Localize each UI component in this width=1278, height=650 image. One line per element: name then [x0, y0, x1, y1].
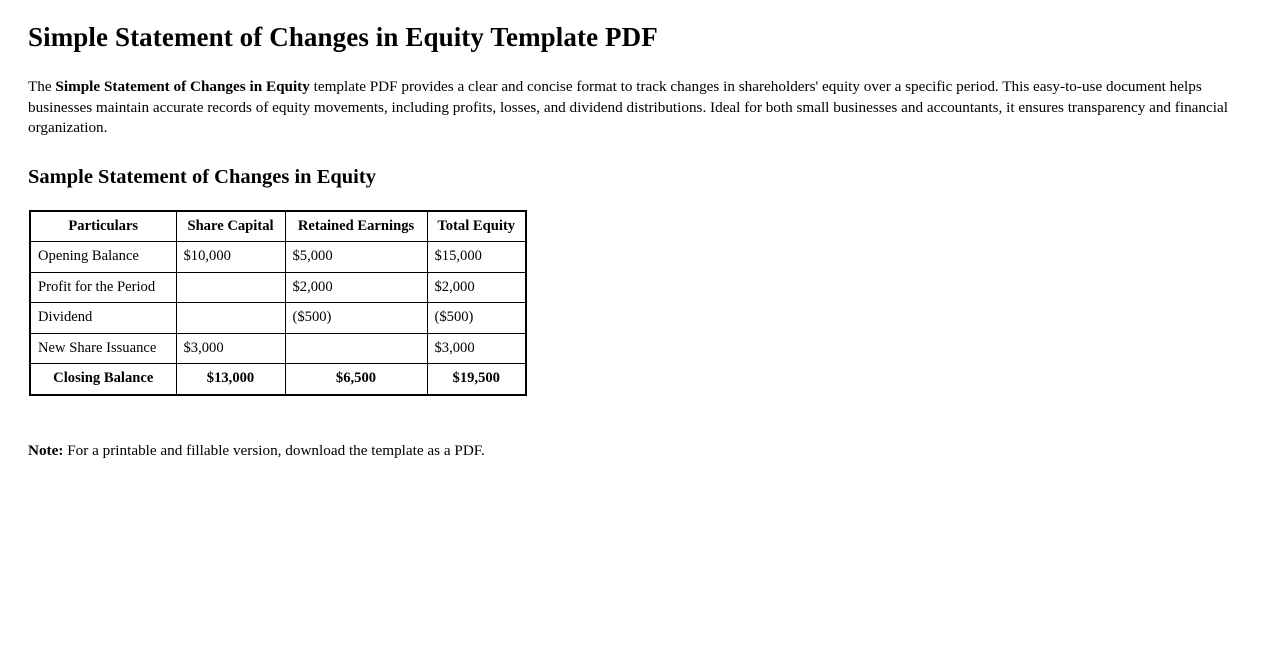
cell-share-capital: $10,000: [176, 242, 285, 273]
cell-particulars: Dividend: [30, 303, 176, 334]
intro-bold-term: Simple Statement of Changes in Equity: [55, 78, 310, 96]
cell-total-equity: $3,000: [427, 333, 526, 364]
cell-total-equity: $15,000: [427, 242, 526, 273]
section-heading: Sample Statement of Changes in Equity: [28, 166, 376, 189]
cell-total-equity: $19,500: [427, 364, 526, 395]
table-row: [30, 242, 526, 273]
cell-particulars: Closing Balance: [30, 364, 176, 395]
cell-retained-earnings: $6,500: [285, 364, 427, 395]
equity-table: [29, 210, 527, 396]
column-header-total-equity: Total Equity: [427, 211, 526, 242]
table-header-row: [30, 211, 526, 242]
cell-particulars: Profit for the Period: [30, 272, 176, 303]
intro-paragraph: [28, 77, 1250, 139]
table-row: [30, 333, 526, 364]
table-row: [30, 272, 526, 303]
cell-share-capital: $13,000: [176, 364, 285, 395]
intro-body-text: template PDF provides a clear and concise format to track changes in shareholders' equity over a specific period. This easy-to-use document helps businesses maintain accurate records of equity movements, including profits, losses, and dividend distributions. Ideal for both small businesses and accountants, it ensures transparency and financial organization.: [28, 78, 1228, 137]
column-header-retained-earnings: Retained Earnings: [285, 211, 427, 242]
note-label: Note:: [28, 441, 64, 459]
cell-retained-earnings: $5,000: [285, 242, 427, 273]
cell-total-equity: ($500): [427, 303, 526, 334]
column-header-particulars: Particulars: [30, 211, 176, 242]
cell-retained-earnings: $2,000: [285, 272, 427, 303]
intro-lead-text: The: [28, 78, 56, 96]
cell-share-capital: [176, 303, 285, 334]
table-total-row: [30, 364, 526, 395]
table-row: [30, 303, 526, 334]
cell-share-capital: [176, 272, 285, 303]
page-title: Simple Statement of Changes in Equity Template PDF: [28, 22, 658, 52]
cell-total-equity: $2,000: [427, 272, 526, 303]
note-text: For a printable and fillable version, download the template as a PDF.: [63, 441, 485, 459]
cell-share-capital: $3,000: [176, 333, 285, 364]
cell-particulars: New Share Issuance: [30, 333, 176, 364]
column-header-share-capital: Share Capital: [176, 211, 285, 242]
cell-retained-earnings: ($500): [285, 303, 427, 334]
cell-particulars: Opening Balance: [30, 242, 176, 273]
cell-retained-earnings: [285, 333, 427, 364]
footer-note: [28, 441, 1250, 462]
